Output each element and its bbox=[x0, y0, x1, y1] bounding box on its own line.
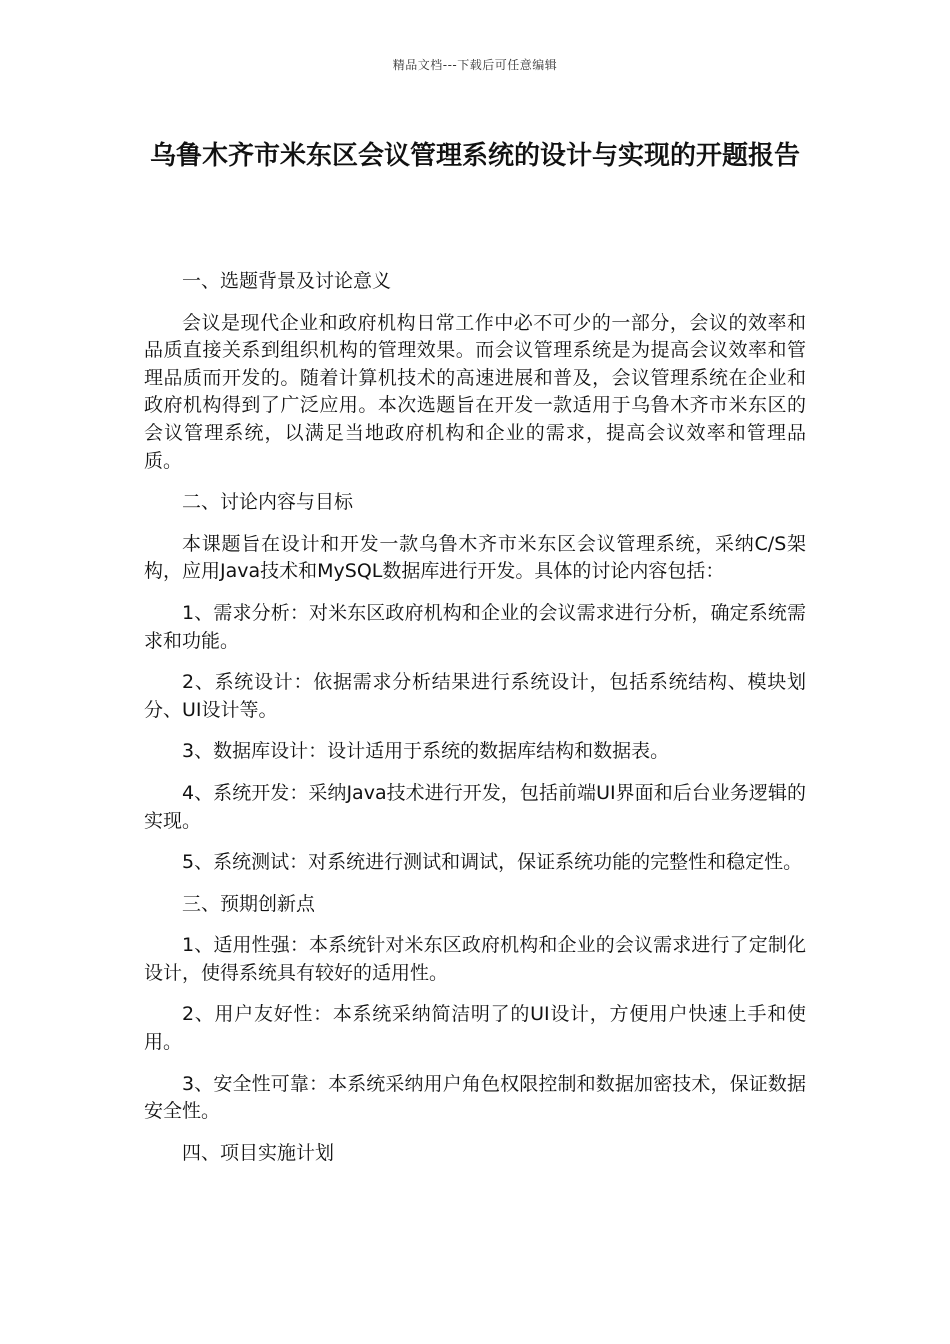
document-body bbox=[144, 268, 806, 1181]
list-item: 2、系统设计：依据需求分析结果进行系统设计，包括系统结构、模块划分、UI设计等。 bbox=[144, 671, 806, 721]
list-item: 3、安全性可靠：本系统采纳用户角色权限控制和数据加密技术，保证数据安全性。 bbox=[144, 1072, 806, 1123]
paragraph: 会议是现代企业和政府机构日常工作中必不可少的一部分，会议的效率和品质直接关系到组织机构的管理效果。而会议管理系统是为提高会议效率和管理品质而开发的。随着计算机技术的高速进展和普及，会议管理系统在企业和政府机构得到了广泛应用。本次选题旨在开发一款适用于乌鲁木齐市米东区的会议管理系统，以满足当地政府机构和企业的需求，提高会议效率和管理品质。 bbox=[144, 311, 806, 472]
section-heading: 四、项目实施计划 bbox=[182, 1141, 335, 1164]
list-item: 3、数据库设计：设计适用于系统的数据库结构和数据表。 bbox=[182, 740, 670, 763]
paragraph: 本课题旨在设计和开发一款乌鲁木齐市米东区会议管理系统，采纳C/S架构，应用Java技术和MySQL数据库进行开发。具体的讨论内容包括： bbox=[144, 532, 806, 583]
list-item: 1、需求分析：对米东区政府机构和企业的会议需求进行分析，确定系统需求和功能。 bbox=[144, 601, 806, 652]
list-item: 1、适用性强：本系统针对米东区政府机构和企业的会议需求进行了定制化设计，使得系统具有较好的适用性。 bbox=[144, 934, 806, 984]
section-heading: 二、讨论内容与目标 bbox=[182, 491, 354, 514]
list-item: 5、系统测试：对系统进行测试和调试，保证系统功能的完整性和稳定性。 bbox=[182, 851, 803, 874]
list-item: 4、系统开发：采纳Java技术进行开发，包括前端UI界面和后台业务逻辑的实现。 bbox=[144, 781, 806, 832]
page-header: 精品文档---下载后可任意编辑 bbox=[392, 58, 558, 72]
list-item: 2、用户友好性：本系统采纳简洁明了的UI设计，方便用户快速上手和使用。 bbox=[144, 1003, 806, 1054]
section-heading: 三、预期创新点 bbox=[182, 892, 316, 915]
document-title: 乌鲁木齐市米东区会议管理系统的设计与实现的开题报告 bbox=[149, 141, 800, 171]
section-heading: 一、选题背景及讨论意义 bbox=[182, 270, 392, 292]
